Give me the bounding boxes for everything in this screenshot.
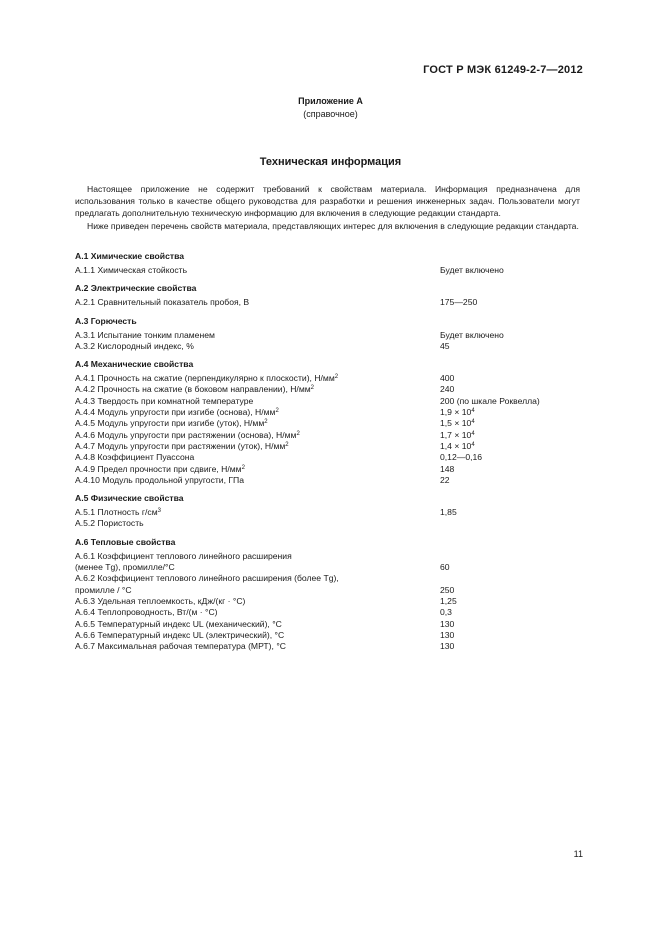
property-row [75,585,585,596]
intro-text [75,183,580,232]
property-value-text: Будет включено [440,265,504,275]
property-label-text: A.4.4 Модуль упругости при изгибе (основа), Н/мм [75,407,276,418]
property-label-text: A.4.8 Коэффициент Пуассона [75,452,195,463]
property-label [75,507,440,518]
property-label-text: A.4.7 Модуль упругости при растяжении (уток), Н/мм [75,440,286,451]
property-label-text: A.4.6 Модуль упругости при растяжении (основа), Н/мм [75,429,297,440]
property-label-text: A.4.9 Предел прочности при сдвиге, Н/мм [75,463,242,474]
property-value-text: 60 [440,562,450,573]
property-section [75,250,585,276]
property-value [440,518,585,529]
property-value-text: 130 [440,629,455,640]
property-label-text: A.4.3 Твердость при комнатной температуре [75,395,254,406]
property-row [75,607,585,618]
property-label [75,384,440,395]
property-row [75,396,585,407]
property-label-text: A.6.4 Теплопроводность, Вт/(м · °C) [75,607,218,618]
property-row [75,452,585,463]
property-value-text: 175—250 [440,297,478,308]
property-label-text: A.6.6 Температурный индекс UL (электрический), °C [75,629,285,640]
property-label [75,464,440,475]
property-label-text: A.3.2 Кислородный индекс, % [75,340,194,351]
section-title: A.4 Механические свойства [75,359,194,370]
property-label-text: A.4.5 Модуль упругости при изгибе (уток), Н/мм [75,418,265,429]
unit-superscript: 2 [275,408,279,415]
property-value [440,641,585,652]
property-value [440,297,585,308]
properties-list [75,250,585,652]
property-label [75,518,440,529]
property-label [75,607,440,618]
property-label-text: A.4.1 Прочность на сжатие (перпендикулярно к плоскости), Н/мм [75,373,335,384]
property-value [440,475,585,486]
property-value [440,330,585,341]
property-label-text: A.4.10 Модуль продольной упругости, ГПа [75,474,244,485]
property-value [440,265,585,276]
intro-paragraph: Настоящее приложение не содержит требований к свойствам материала. Информация предназначена для использования только в качестве общего руководства для разработки и решения инженерных задач. Пользователи могут предлагать дополнительную техническую информацию для включения в следующие редакции стандарта. [75,184,580,219]
property-label [75,341,440,352]
property-row [75,475,585,486]
property-label-text: A.1.1 Химическая стойкость [75,265,188,275]
property-label [75,396,440,407]
property-label [75,330,440,341]
property-label-text: A.5.1 Плотность г/см [75,507,158,518]
property-row [75,551,585,562]
property-row [75,330,585,341]
unit-superscript: 2 [285,441,289,448]
value-superscript: 4 [471,419,475,426]
property-value-text: 240 [440,384,455,395]
property-label [75,551,440,562]
property-value [440,407,585,418]
property-value-text: Будет включено [440,329,504,340]
property-row [75,507,585,518]
unit-superscript: 3 [157,508,161,515]
property-label-text: A.6.3 Удельная теплоемкость, кДж/(кг · °C) [75,595,246,606]
page-title: Техническая информация [259,156,402,168]
property-row [75,562,585,573]
property-row [75,596,585,607]
property-label [75,452,440,463]
unit-superscript: 2 [264,419,268,426]
property-label [75,297,440,308]
property-value [440,373,585,384]
unit-superscript: 2 [310,385,314,392]
property-value [440,619,585,630]
property-value-text: 0,3 [440,607,452,618]
value-superscript: 4 [471,408,475,415]
property-value [440,384,585,395]
value-superscript: 4 [471,430,475,437]
property-label [75,573,440,584]
property-label-text: A.3.1 Испытание тонким пламенем [75,329,215,340]
page-number: 11 [573,849,583,859]
property-label [75,619,440,630]
property-value [440,551,585,562]
property-label [75,475,440,486]
property-row [75,341,585,352]
unit-superscript: 2 [241,464,245,471]
property-value-text: 1,5 × 10 [440,418,472,429]
property-label [75,641,440,652]
property-value-text: 200 (по шкале Роквелла) [440,395,540,406]
property-value [440,441,585,452]
property-row [75,641,585,652]
property-label [75,430,440,441]
property-label-text: A.6.1 Коэффициент теплового линейного расширения [75,550,292,561]
property-row [75,407,585,418]
property-label-text: A.5.2 Пористость [75,518,144,529]
appendix-heading [0,95,661,121]
property-row [75,464,585,475]
property-value [440,452,585,463]
property-value-text: 148 [440,463,455,474]
property-value [440,341,585,352]
property-row [75,630,585,641]
appendix-title: Приложение А [298,96,363,106]
section-title: A.3 Горючесть [75,315,137,326]
appendix-subtitle: (справочное) [303,109,358,119]
property-label [75,585,440,596]
property-row [75,518,585,529]
unit-superscript: 2 [296,430,300,437]
property-value [440,585,585,596]
unit-superscript: 2 [334,374,339,381]
property-row [75,573,585,584]
property-value [440,418,585,429]
property-label [75,418,440,429]
property-label [75,373,440,384]
property-label [75,562,440,573]
property-label [75,407,440,418]
section-title: A.5 Физические свойства [75,493,184,504]
property-section [75,358,585,486]
property-label [75,596,440,607]
property-value-text: 130 [440,618,455,629]
value-superscript: 4 [471,441,475,448]
property-row [75,265,585,276]
document-header: ГОСТ Р МЭК 61249-2-7—2012 [423,64,583,76]
property-label [75,441,440,452]
property-value-text: 45 [440,340,450,351]
property-row [75,418,585,429]
property-label-text: A.2.1 Сравнительный показатель пробоя, В [75,297,250,308]
property-row [75,430,585,441]
property-value [440,464,585,475]
property-label-text: A.6.2 Коэффициент теплового линейного расширения (более Tg), [75,573,339,584]
property-value-text: 1,9 × 10 [440,407,472,418]
property-value-text: 1,7 × 10 [440,429,472,440]
property-section [75,282,585,308]
property-value [440,562,585,573]
property-value [440,573,585,584]
property-section [75,536,585,653]
property-value-text: 400 [440,373,455,384]
property-label-text: A.4.2 Прочность на сжатие (в боковом направлении), Н/мм [75,384,311,395]
property-label-text: A.6.7 Максимальная рабочая температура (МРТ), °C [75,641,286,652]
property-value [440,630,585,641]
property-value-text: 1,85 [440,507,457,518]
property-row [75,297,585,308]
property-value-text: 22 [440,474,450,485]
property-row [75,619,585,630]
section-title: A.1 Химические свойства [75,251,185,261]
property-value-text: 1,4 × 10 [440,440,472,451]
property-value [440,507,585,518]
property-row [75,441,585,452]
property-label-text: промилле / °C [75,584,132,595]
property-value-text: 130 [440,641,455,652]
property-value [440,596,585,607]
property-row [75,373,585,384]
section-title: A.6 Тепловые свойства [75,536,176,547]
property-value [440,430,585,441]
section-title: A.2 Электрические свойства [75,283,197,294]
property-value [440,396,585,407]
property-value-text: 1,25 [440,595,457,606]
property-value-text: 0,12—0,16 [440,452,483,463]
property-row [75,384,585,395]
property-label [75,630,440,641]
property-section [75,315,585,353]
intro-paragraph: Ниже приведен перечень свойств материала, представляющих интерес для включения в следующие редакции стандарта. [87,220,579,231]
property-value-text: 250 [440,584,455,595]
property-label-text: A.6.5 Температурный индекс UL (механический), °C [75,618,282,629]
property-label [75,265,440,276]
property-section [75,492,585,530]
property-label-text: (менее Tg), промилле/°C [75,562,175,573]
property-value [440,607,585,618]
